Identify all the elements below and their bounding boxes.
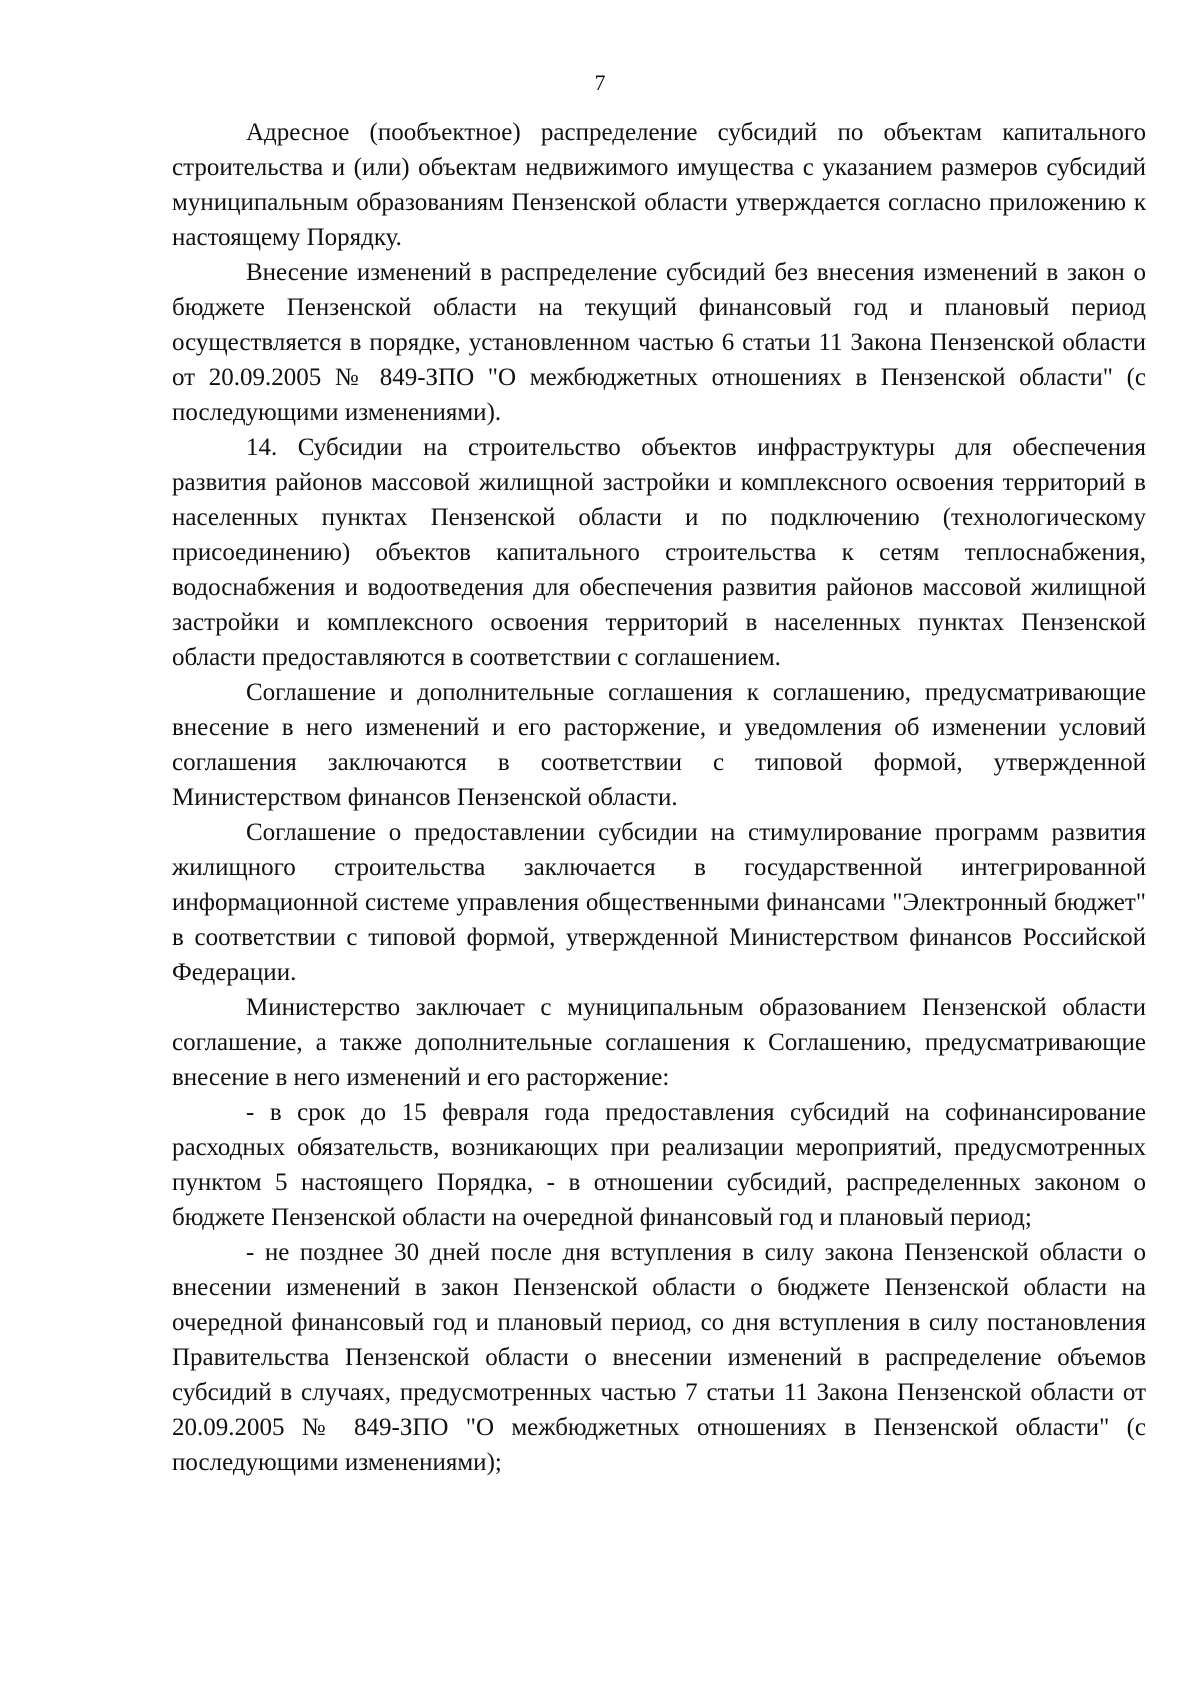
document-body — [172, 115, 1146, 1480]
paragraph-ministry-concludes: Министерство заключает с муниципальным образованием Пензенской области соглашение, а также дополнительные соглашения к Соглашению, предусматривающие внесение в него изменений и его расторжение: — [172, 994, 1146, 1091]
list-item-deadline-february: - в срок до 15 февраля года предоставления субсидий на софинансирование расходных обязательств, возникающих при реализации мероприятий, предусмотренных пунктом 5 настоящего Порядка, - в отношении субсидий, распределенных законом о бюджете Пензенской области на очередной финансовый год и плановый период; — [172, 1099, 1146, 1231]
page-number: 7 — [594, 70, 606, 95]
list-item-deadline-30-days: - не позднее 30 дней после дня вступления в силу закона Пензенской области о внесении изменений в закон Пензенской области о бюджете Пензенской области на очередной финансовый год и плановый период, со дня вступления в силу постановления Правительства Пензенской области о внесении изменений в распределение объемов субсидий в случаях, предусмотренных частью 7 статьи 11 Закона Пензенской области от 20.09.2005 № 849-ЗПО "О межбюджетных отношениях в Пензенской области" (с последующими изменениями); — [172, 1239, 1146, 1476]
paragraph-distribution-changes: Внесение изменений в распределение субсидий без внесения изменений в закон о бюджете Пензенской области на текущий финансовый год и плановый период осуществляется в порядке, установленном частью 6 статьи 11 Закона Пензенской области от 20.09.2005 № 849-ЗПО "О межбюджетных отношениях в Пензенской области" (с последующими изменениями). — [172, 259, 1146, 426]
paragraph-agreement-form: Соглашение и дополнительные соглашения к соглашению, предусматривающие внесение в него изменений и его расторжение, и уведомления об изменении условий соглашения заключаются в соответствии с типовой формой, утвержденной Министерством финансов Пензенской области. — [172, 679, 1146, 811]
paragraph-address-distribution: Адресное (пообъектное) распределение субсидий по объектам капитального строительства и (или) объектам недвижимого имущества с указанием размеров субсидий муниципальным образованиям Пензенской области утверждается согласно приложению к настоящему Порядку. — [172, 119, 1146, 251]
paragraph-electronic-budget: Соглашение о предоставлении субсидии на стимулирование программ развития жилищного строительства заключается в государственной интегрированной информационной системе управления общественными финансами "Электронный бюджет" в соответствии с типовой формой, утвержденной Министерством финансов Российской Федерации. — [172, 819, 1146, 986]
paragraph-item-14: 14. Субсидии на строительство объектов инфраструктуры для обеспечения развития районов массовой жилищной застройки и комплексного освоения территорий в населенных пунктах Пензенской области и по подключению (технологическому присоединению) объектов капитального строительства к сетям теплоснабжения, водоснабжения и водоотведения для обеспечения развития районов массовой жилищной застройки и комплексного освоения территорий в населенных пунктах Пензенской области предоставляются в соответствии с соглашением. — [172, 434, 1146, 671]
